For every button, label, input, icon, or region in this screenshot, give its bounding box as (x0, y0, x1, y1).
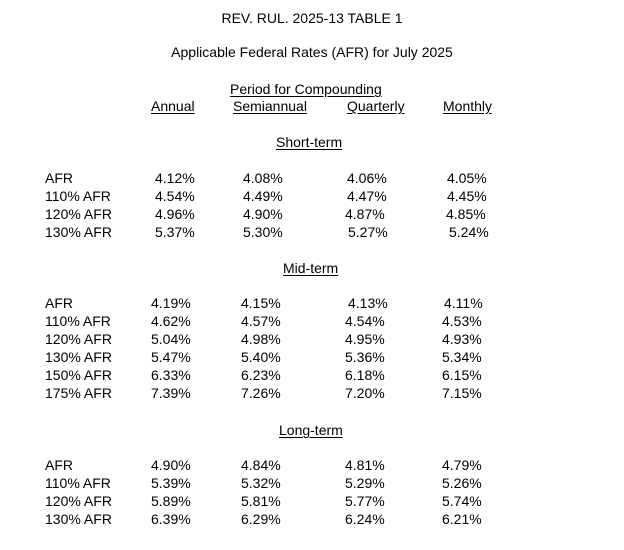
rate-annual: 5.04% (151, 331, 191, 347)
rate-semiannual: 4.90% (243, 206, 283, 222)
rate-annual: 4.19% (151, 295, 191, 311)
rate-monthly: 4.11% (444, 295, 483, 311)
rate-monthly: 6.15% (442, 367, 482, 383)
table-row (0, 169, 624, 187)
table-row (0, 384, 624, 402)
section-heading-text: Short-term (276, 134, 343, 150)
table-row (0, 474, 624, 492)
row-label: 130% AFR (45, 224, 112, 240)
table-row (0, 348, 624, 366)
rate-quarterly: 5.27% (348, 224, 388, 240)
row-label: 120% AFR (45, 331, 112, 347)
table-row (0, 330, 624, 348)
rate-quarterly: 5.36% (345, 349, 385, 365)
rate-monthly: 5.34% (442, 349, 482, 365)
rate-quarterly: 5.29% (345, 475, 385, 491)
rate-monthly: 4.79% (442, 457, 482, 473)
period-for-compounding-header: Period for Compounding (230, 81, 382, 97)
table-row (0, 187, 624, 205)
column-header-annual: Annual (151, 98, 195, 114)
rate-annual: 4.54% (155, 188, 195, 204)
rate-quarterly: 4.87% (345, 206, 385, 222)
row-label: 110% AFR (45, 475, 111, 491)
rate-semiannual: 5.30% (243, 224, 283, 240)
section-heading-short-term (276, 133, 342, 151)
column-header-semiannual: Semiannual (233, 98, 307, 114)
rate-semiannual: 6.29% (241, 511, 281, 527)
row-label: 130% AFR (45, 511, 112, 527)
rate-quarterly: 4.06% (347, 170, 387, 186)
row-label: 110% AFR (45, 313, 111, 329)
rate-quarterly: 4.54% (345, 313, 385, 329)
row-label: 110% AFR (45, 188, 111, 204)
rate-annual: 5.39% (151, 475, 191, 491)
row-label: 150% AFR (45, 367, 112, 383)
rate-semiannual: 4.49% (243, 188, 283, 204)
section-heading-text: Mid-term (283, 260, 339, 276)
rate-annual: 5.47% (151, 349, 191, 365)
rate-quarterly: 4.81% (345, 457, 385, 473)
document-subtitle: Applicable Federal Rates (AFR) for July 2025 (171, 44, 453, 60)
row-label: AFR (45, 295, 73, 311)
row-label: 120% AFR (45, 206, 112, 222)
rate-annual: 5.37% (155, 224, 195, 240)
row-label: AFR (45, 457, 73, 473)
row-label: 130% AFR (45, 349, 112, 365)
table-row (0, 312, 624, 330)
rate-monthly: 4.45% (447, 188, 487, 204)
rate-semiannual: 4.98% (241, 331, 281, 347)
row-label: AFR (45, 170, 73, 186)
rate-annual: 4.96% (155, 206, 195, 222)
rate-annual: 7.39% (151, 385, 191, 401)
rate-monthly: 5.74% (442, 493, 482, 509)
rate-monthly: 5.24% (449, 224, 489, 240)
row-label: 120% AFR (45, 493, 112, 509)
rate-semiannual: 5.32% (241, 475, 281, 491)
rate-semiannual: 5.81% (241, 493, 281, 509)
table-row (0, 223, 624, 241)
rate-annual: 4.62% (151, 313, 191, 329)
rate-semiannual: 4.57% (241, 313, 281, 329)
rate-quarterly: 5.77% (345, 493, 385, 509)
rate-annual: 4.12% (155, 170, 195, 186)
rate-semiannual: 6.23% (241, 367, 281, 383)
rate-semiannual: 4.84% (241, 457, 281, 473)
rate-annual: 5.89% (151, 493, 191, 509)
rate-quarterly: 6.24% (345, 511, 385, 527)
rate-monthly: 4.05% (447, 170, 487, 186)
rate-annual: 6.33% (151, 367, 191, 383)
row-label: 175% AFR (45, 385, 112, 401)
rate-monthly: 7.15% (442, 385, 482, 401)
table-row (0, 456, 624, 474)
rate-monthly: 5.26% (442, 475, 482, 491)
rate-monthly: 4.85% (446, 206, 486, 222)
column-header-monthly: Monthly (443, 98, 493, 114)
table-row (0, 510, 624, 528)
table-row (0, 205, 624, 223)
rate-monthly: 4.93% (442, 331, 482, 347)
section-heading-text: Long-term (279, 422, 343, 438)
rate-quarterly: 4.47% (347, 188, 387, 204)
document-title: REV. RUL. 2025-13 TABLE 1 (221, 10, 403, 26)
table-row (0, 294, 624, 312)
rate-semiannual: 5.40% (241, 349, 281, 365)
rate-quarterly: 7.20% (345, 385, 385, 401)
rate-quarterly: 6.18% (345, 367, 385, 383)
rate-monthly: 6.21% (442, 511, 482, 527)
rate-semiannual: 7.26% (241, 385, 281, 401)
rate-annual: 4.90% (151, 457, 191, 473)
rate-annual: 6.39% (151, 511, 191, 527)
column-header-quarterly: Quarterly (347, 98, 405, 114)
table-row (0, 492, 624, 510)
rate-monthly: 4.53% (442, 313, 482, 329)
table-row (0, 366, 624, 384)
rate-semiannual: 4.08% (243, 170, 283, 186)
rate-quarterly: 4.95% (345, 331, 385, 347)
rate-quarterly: 4.13% (348, 295, 388, 311)
rate-semiannual: 4.15% (241, 295, 281, 311)
section-heading-mid-term (283, 259, 338, 277)
section-heading-long-term (279, 421, 343, 439)
